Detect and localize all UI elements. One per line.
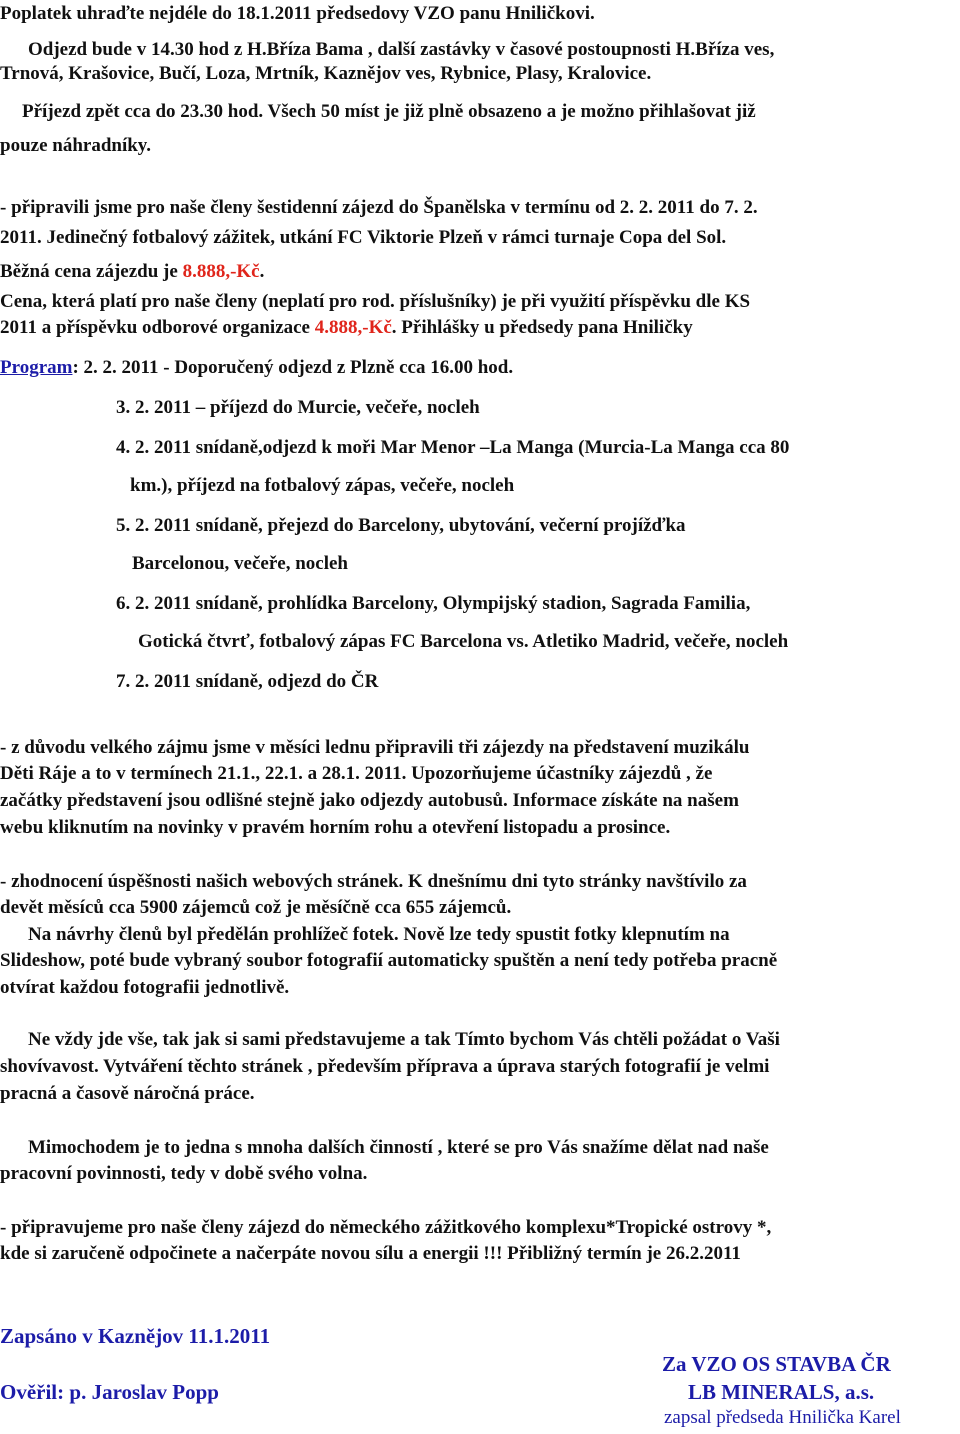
apology-line-2: shovívavost. Vytváření těchto stránek , především příprava a úprava starých fotografií je velmi — [0, 1056, 770, 1077]
musical-line-3: začátky představení jsou odlišné stejně jako odjezdy autobusů. Informace získáte na našem — [0, 790, 739, 811]
website-line-1: - zhodnocení úspěšnosti našich webových stránek. K dnešnímu dni tyto stránky navštívilo za — [0, 871, 747, 892]
normal-price-value: 8.888,-Kč — [182, 261, 260, 282]
musical-line-2: Děti Ráje a to v termínech 21.1., 22.1. a 28.1. 2011. Upozorňujeme účastníky zájezdů , že — [0, 763, 713, 784]
org-line-1: Za VZO OS STAVBA ČR — [662, 1352, 891, 1376]
payment-deadline: Poplatek uhraďte nejdéle do 18.1.2011 předsedovy VZO panu Hniličkovi. — [0, 3, 595, 24]
program-item-5feb-cont: Barcelonou, večeře, nocleh — [132, 553, 348, 574]
program-item-4feb-cont: km.), příjezd na fotbalový zápas, večeře, nocleh — [130, 475, 515, 496]
activities-line-2: pracovní povinnosti, tedy v době svého volna. — [0, 1163, 368, 1184]
org-line-3: zapsal předseda Hnilička Karel — [664, 1407, 901, 1428]
website-line-4: Slideshow, poté bude vybraný soubor fotografií automaticky spuštěn a není tedy potřeba pracně — [0, 950, 778, 971]
apology-line-3: pracná a časově náročná práce. — [0, 1083, 255, 1104]
program-item-7feb: 7. 2. 2011 snídaně, odjezd do ČR — [116, 671, 379, 692]
verified-by: Ověřil: p. Jaroslav Popp — [0, 1380, 219, 1404]
spain-trip-line-2: 2011. Jedinečný fotbalový zážitek, utkání FC Viktorie Plzeň v rámci turnaje Copa del Sol. — [0, 227, 727, 248]
member-price-line-1: Cena, která platí pro naše členy (neplatí pro rod. příslušníky) je při využití příspěvku dle KS — [0, 291, 751, 312]
departure-line-1: Odjezd bude v 14.30 hod z H.Bříza Bama , další zastávky v časové postoupnosti H.Bříza ves, — [28, 39, 775, 60]
member-price-prefix: 2011 a příspěvku odborové organizace — [0, 317, 315, 338]
website-line-5: otvírat každou fotografii jednotlivě. — [0, 977, 290, 998]
activities-line-1: Mimochodem je to jedna s mnoha dalších činností , které se pro Vás snažíme dělat nad naše — [28, 1137, 769, 1158]
member-price-line-2 — [0, 316, 693, 340]
tropical-trip-line-1: - připravujeme pro naše členy zájezd do německého zážitkového komplexu*Tropické ostrovy *, — [0, 1217, 772, 1238]
program-item-6feb-cont: Gotická čtvrť, fotbalový zápas FC Barcelona vs. Atletiko Madrid, večeře, nocleh — [138, 631, 789, 652]
program-item-6feb: 6. 2. 2011 snídaně, prohlídka Barcelony, Olympijský stadion, Sagrada Familia, — [116, 593, 751, 614]
musical-line-4: webu kliknutím na novinky v pravém horním rohu a otevření listopadu a prosince. — [0, 817, 671, 838]
apology-line-1: Ne vždy jde vše, tak jak si sami představujeme a tak Tímto bychom Vás chtěli požádat o Vaši — [28, 1029, 780, 1050]
member-price-suffix: . Přihlášky u předsedy pana Hniličky — [391, 317, 693, 338]
org-line-2: LB MINERALS, a.s. — [688, 1380, 875, 1404]
normal-price-label: Běžná cena zájezdu je — [0, 261, 183, 282]
program-item-4feb: 4. 2. 2011 snídaně,odjezd k moři Mar Menor –La Manga (Murcia-La Manga cca 80 — [116, 437, 790, 458]
normal-price: Běžná cena zájezdu je 8.888,-Kč. — [0, 261, 265, 282]
recorded-date: Zapsáno v Kaznějov 11.1.2011 — [0, 1324, 271, 1348]
program-link[interactable]: Program — [0, 357, 73, 378]
program-item-3feb: 3. 2. 2011 – příjezd do Murcie, večeře, nocleh — [116, 397, 480, 418]
member-price-value: 4.888,-Kč — [314, 317, 392, 338]
program-first-item: : 2. 2. 2011 - Doporučený odjezd z Plzně cca 16.00 hod. — [72, 357, 514, 378]
return-line-2: pouze náhradníky. — [0, 135, 151, 156]
musical-line-1: - z důvodu velkého zájmu jsme v měsíci lednu připravili tři zájezdy na představení muzikálu — [0, 737, 750, 758]
program-first-line — [0, 356, 513, 380]
program-item-5feb: 5. 2. 2011 snídaně, přejezd do Barcelony, ubytování, večerní projížďka — [116, 515, 686, 536]
tropical-trip-line-2: kde si zaručeně odpočinete a načerpáte novou sílu a energii !!! Přibližný termín je 26.2.2011 — [0, 1243, 741, 1264]
spain-trip-line-1: - připravili jsme pro naše členy šestidenní zájezd do Španělska v termínu od 2. 2. 2011 do 7. 2. — [0, 197, 758, 218]
return-line-1: Příjezd zpět cca do 23.30 hod. Všech 50 míst je již plně obsazeno a je možno přihlašovat již — [22, 101, 756, 122]
website-line-3: Na návrhy členů byl předělán prohlížeč fotek. Nově lze tedy spustit fotky klepnutím na — [28, 924, 730, 945]
website-line-2: devět měsíců cca 5900 zájemců což je měsíčně cca 655 zájemců. — [0, 897, 512, 918]
departure-line-2: Trnová, Krašovice, Bučí, Loza, Mrtník, Kaznějov ves, Rybnice, Plasy, Kralovice. — [0, 63, 652, 84]
